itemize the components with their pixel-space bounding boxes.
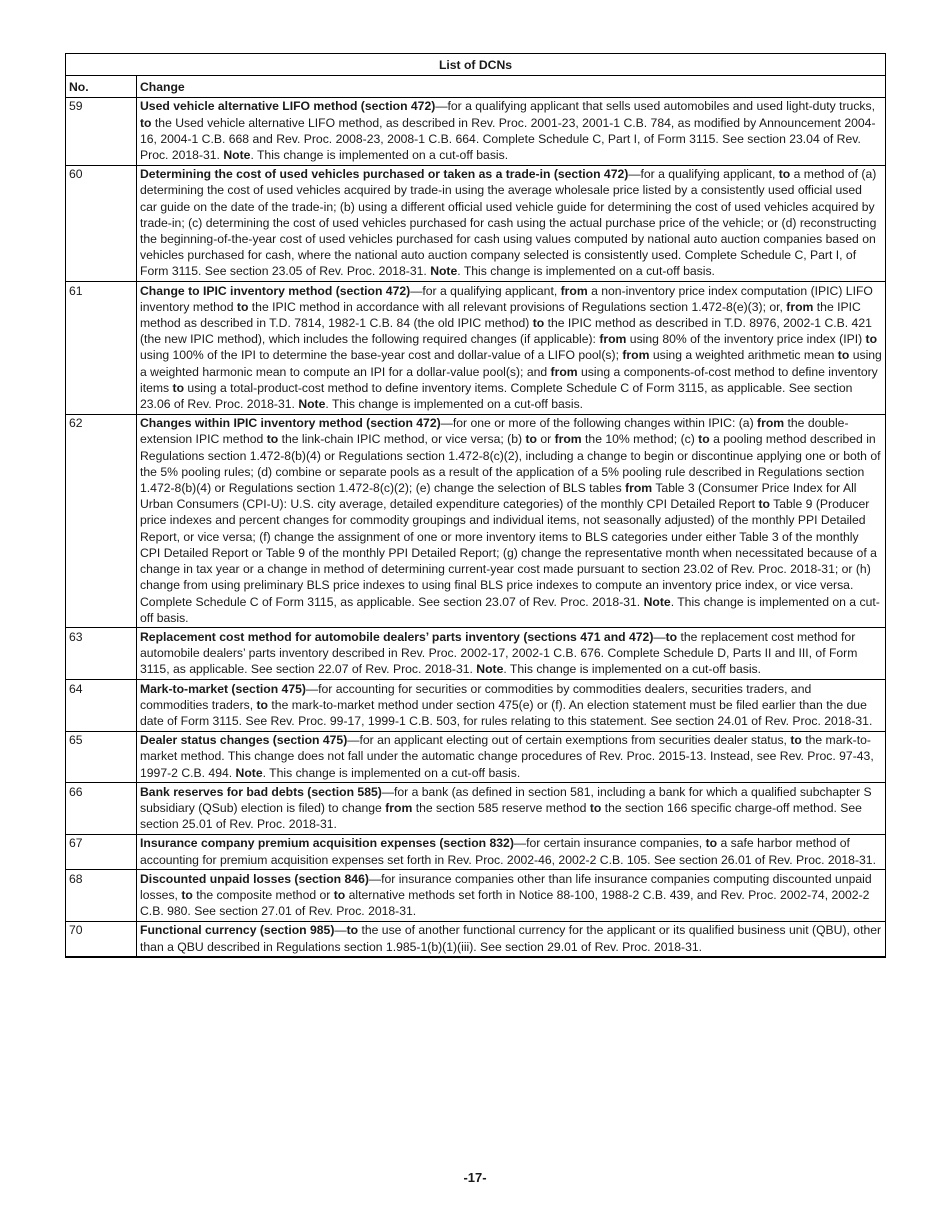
dcn-change-description <box>137 870 886 922</box>
text-run: using 100% of the IPI to determine the base-year cost and dollar-value of a LIFO pool(s); <box>140 348 623 363</box>
table-row <box>66 921 886 957</box>
bold-text: to <box>333 887 346 902</box>
bold-text: Note <box>476 662 504 677</box>
dcn-change-description <box>137 921 886 957</box>
text-run: the Used vehicle alternative LIFO method, as described in Rev. Proc. 2001-23, 2001-1 C.B. 784, as modified by Announcement 2004-16, 2004-1 C.B. 668 and Rev. Proc. 2008-23, 2008-1 C.B. 664. Complete Schedule C, Part I, of Form 3115. See section 23.04 of Rev. Proc. 2018-31. <box>140 115 876 163</box>
bold-text: Replacement cost method for automobile dealers’ parts inventory (sections 471 and 472) <box>140 629 654 644</box>
bold-text: to <box>532 316 545 331</box>
table-title: List of DCNs <box>66 54 886 76</box>
text-run: Table 3 (Consumer Price Index for All Urban Consumers (CPI-U): U.S. city average, detailed expenditure categories) of the monthly CPI Detailed Report <box>140 481 857 512</box>
table-row <box>66 834 886 869</box>
bold-text: to <box>865 332 878 347</box>
table-title-row <box>66 54 886 76</box>
bold-text: to <box>172 380 185 395</box>
bold-text: Note <box>430 264 458 279</box>
text-run: using a components-of-cost method to define inventory items <box>140 364 878 395</box>
text-run: —for a qualifying applicant, <box>628 167 779 182</box>
text-run: the IPIC method as described in T.D. 7814, 1982-1 C.B. 84 (the old IPIC method) <box>140 299 861 331</box>
bold-text: from <box>786 299 814 314</box>
dcn-change-description <box>137 414 886 628</box>
text-run: . This change is implemented on a cut-off basis. <box>262 765 521 780</box>
bold-text: Bank reserves for bad debts (section 585) <box>140 784 382 799</box>
dcn-number: 66 <box>66 783 137 835</box>
bold-text: Note <box>223 148 251 163</box>
dcn-number: 62 <box>66 414 137 628</box>
bold-text: Change to IPIC inventory method (section 472) <box>140 283 411 298</box>
text-run: —for accounting for securities or commodities by commodities dealers, securities traders, and commodities traders, <box>140 681 812 712</box>
text-run: using a weighted harmonic mean to compute an IPI for a dollar-value pool(s); and <box>140 348 882 379</box>
text-run: using a total-product-cost method to define inventory items. Complete Schedule C of Form 3115, as applicable. See section 23.06 of Rev. Proc. 2018-31. <box>140 380 853 412</box>
table-row <box>66 731 886 783</box>
dcn-change-description <box>137 834 886 869</box>
text-run: . This change is implemented on a cut-off basis. <box>325 397 584 412</box>
bold-text: to <box>266 432 279 447</box>
bold-text: from <box>385 800 413 815</box>
text-run: the replacement cost method for automobile dealers’ parts inventory described in Rev. Proc. 2002-17, 2002-1 C.B. 676. Complete Schedule D, Parts II and III, of Form 3115, as applicable. See section 22.07 of Rev. Proc. 2018-31. <box>140 629 858 677</box>
bold-text: Note <box>235 765 263 780</box>
dcn-number: 63 <box>66 628 137 680</box>
text-run: — <box>653 629 666 644</box>
bold-text: Mark-to-market (section 475) <box>140 681 306 696</box>
text-run: a pooling method described in Regulations section 1.472-8(b)(4) or Regulations section 1.472-8(c)(2), including a change to begin or discontinue applying one or both of the 5% pooling rules; (d) combine or separate pools as a result of the application of a 5% pooling rule described in Regulations section 1.472-8(b)(4) or Regulations section 1.472-8(c)(2); (e) change the selection of BLS tables <box>140 432 881 496</box>
text-run: the section 166 specific charge-off method. See section 25.01 of Rev. Proc. 2018-31. <box>140 800 862 832</box>
table-row <box>66 165 886 281</box>
text-run: a safe harbor method of accounting for premium acquisition expenses set forth in Rev. Proc. 2002-46, 2002-2 C.B. 105. See section 26.01 of Rev. Proc. 2018-31. <box>140 836 876 867</box>
dcn-number: 68 <box>66 870 137 922</box>
bold-text: from <box>625 481 653 496</box>
table-row <box>66 97 886 165</box>
text-run: the IPIC method as described in T.D. 8976, 2002-1 C.B. 421 (the new IPIC method), which includes the following required changes (if applicable): <box>140 316 872 347</box>
text-run: or <box>536 432 555 447</box>
table-row <box>66 783 886 835</box>
bold-text: to <box>837 348 850 363</box>
dcn-number: 70 <box>66 921 137 957</box>
text-run: the composite method or <box>192 887 334 902</box>
bold-text: to <box>181 887 193 902</box>
dcn-change-description <box>137 282 886 415</box>
bold-text: to <box>346 923 359 938</box>
bold-text: to <box>790 733 802 748</box>
table-row <box>66 414 886 628</box>
table-body <box>66 97 886 957</box>
table-header-row <box>66 76 886 98</box>
dcn-number: 64 <box>66 680 137 732</box>
dcn-number: 60 <box>66 165 137 281</box>
text-run: the double-extension IPIC method <box>140 416 849 447</box>
text-run: —for one or more of the following changes within IPIC: (a) <box>440 416 758 431</box>
column-header-change: Change <box>137 76 886 98</box>
bold-text: Functional currency (section 985) <box>140 923 335 938</box>
bold-text: Insurance company premium acquisition expenses (section 832) <box>140 836 514 851</box>
dcn-number: 61 <box>66 282 137 415</box>
bold-text: to <box>758 497 770 512</box>
page-number: -17- <box>463 1170 487 1185</box>
bold-text: to <box>140 115 152 130</box>
bold-text: Dealer status changes (section 475) <box>140 733 348 748</box>
text-run: — <box>334 923 347 938</box>
bold-text: from <box>560 283 588 298</box>
dcn-number: 59 <box>66 97 137 165</box>
text-run: —for insurance companies other than life insurance companies computing discounted unpaid losses, <box>140 871 872 902</box>
text-run: alternative methods set forth in Notice 88-100, 1988-2 C.B. 439, and Rev. Proc. 2002-74, 2002-2 C.B. 980. See section 27.01 of Rev. Proc. 2018-31. <box>140 887 870 919</box>
text-run: Table 9 (Producer price indexes and percent changes for commodity groupings and individual items, not seasonally adjusted) of the monthly PPI Detailed Report, or vice versa; (f) change the assignment of one or more inventory items to BLS categories under either Table 3 of the monthly CPI Detailed Report or Table 9 of the monthly PPI Detailed Report; (g) change the representative month when necessitated because of a change in tax year or a change in method of determining current-year cost made pursuant to section 23.02 of Rev. Proc. 2018-31; or (h) change from using preliminary BLS price indexes to using final BLS price indexes to compute an inventory price index, or vice versa. Complete Schedule C of Form 3115, as applicable. See section 23.07 of Rev. Proc. 2018-31. <box>140 497 877 609</box>
text-run: —for a qualifying applicant, <box>410 283 561 298</box>
dcn-change-description <box>137 97 886 165</box>
bold-text: Used vehicle alternative LIFO method (section 472) <box>140 99 436 114</box>
text-run: the section 585 reserve method <box>412 800 590 815</box>
text-run: —for a qualifying applicant that sells used automobiles and used light-duty trucks, <box>435 99 875 114</box>
dcn-change-description <box>137 165 886 281</box>
bold-text: to <box>589 800 602 815</box>
bold-text: to <box>698 432 710 447</box>
bold-text: Discounted unpaid losses (section 846) <box>140 871 369 886</box>
table-row <box>66 680 886 732</box>
text-run: —for a bank (as defined in section 581, including a bank for which a qualified subchapter S subsidiary (QSub) election is filed) to change <box>140 784 872 815</box>
bold-text: Note <box>643 594 671 609</box>
text-run: the link-chain IPIC method, or vice versa; (b) <box>278 432 526 447</box>
bold-text: Changes within IPIC inventory method (section 472) <box>140 416 441 431</box>
column-header-no: No. <box>66 76 137 98</box>
bold-text: from <box>757 416 785 431</box>
text-run: the IPIC method in accordance with all relevant provisions of Regulations section 1.472-8(e)(3); or, <box>248 299 787 314</box>
text-run: a non-inventory price index computation (IPIC) LIFO inventory method <box>140 283 873 314</box>
text-run: . This change is implemented on a cut-off basis. <box>250 148 509 163</box>
bold-text: Determining the cost of used vehicles purchased or taken as a trade-in (section 472) <box>140 167 629 182</box>
dcn-change-description <box>137 731 886 783</box>
table-row <box>66 870 886 922</box>
bold-text: from <box>622 348 650 363</box>
text-run: . This change is implemented on a cut-off basis. <box>457 264 715 279</box>
text-run: a method of (a) determining the cost of used vehicles acquired by trade-in using the average wholesale price listed by a consistently used official used car guide on the date of the trade-in; (b) using a different official used vehicle guide for determining the cost of used vehicles acquired by trade-in; (c) determining the cost of used vehicles purchased for cash using the actual purchase price of the vehicle; or (d) reconstructing the beginning-of-the-year cost of used vehicles purchased for cash using values computed by national auto auction companies based on vehicles purchased for cash, where the national auto auction company selected is consistently used. Complete Schedule C, Part I, of Form 3115. See section 23.05 of Rev. Proc. 2018-31. <box>140 167 877 279</box>
bold-text: Note <box>298 397 326 412</box>
bold-text: from <box>554 432 582 447</box>
bold-text: to <box>705 836 718 851</box>
bold-text: to <box>236 299 249 314</box>
bold-text: to <box>256 697 269 712</box>
dcn-change-description <box>137 680 886 732</box>
text-run: the use of another functional currency for the applicant or its qualified business unit (QBU), other than a QBU described in Regulations section 1.985-1(b)(1)(iii). See section 29.01 of Rev. Proc. 2018-31. <box>140 923 882 954</box>
bold-text: to <box>665 629 678 644</box>
dcn-table <box>65 53 886 958</box>
bold-text: to <box>525 432 537 447</box>
text-run: the mark-to-market method. This change does not fall under the automatic change procedures of Rev. Proc. 2015-13. Instead, see Rev. Proc. 97-43, 1997-2 C.B. 494. <box>140 733 874 780</box>
text-run: . This change is implemented on a cut-off basis. <box>503 662 762 677</box>
text-run: using a weighted arithmetic mean <box>649 348 838 363</box>
bold-text: from <box>599 332 627 347</box>
text-run: using 80% of the inventory price index (IPI) <box>626 332 866 347</box>
text-run: —for certain insurance companies, <box>513 836 706 851</box>
table-row <box>66 282 886 415</box>
text-run: the 10% method; (c) <box>581 432 699 447</box>
text-run: the mark-to-market method under section 475(e) or (f). An election statement must be filed earlier than the due date of Form 3115. See Rev. Proc. 99-17, 1999-1 C.B. 503, for rules relating to this statement. See section 24.01 of Rev. Proc. 2018-31. <box>140 697 873 728</box>
bold-text: from <box>550 364 578 379</box>
bold-text: to <box>778 167 791 182</box>
dcn-change-description <box>137 628 886 680</box>
dcn-change-description <box>137 783 886 835</box>
text-run: —for an applicant electing out of certain exemptions from securities dealer status, <box>347 733 791 748</box>
table-row <box>66 628 886 680</box>
dcn-number: 67 <box>66 834 137 869</box>
dcn-number: 65 <box>66 731 137 783</box>
text-run: . This change is implemented on a cut-off basis. <box>140 594 880 625</box>
